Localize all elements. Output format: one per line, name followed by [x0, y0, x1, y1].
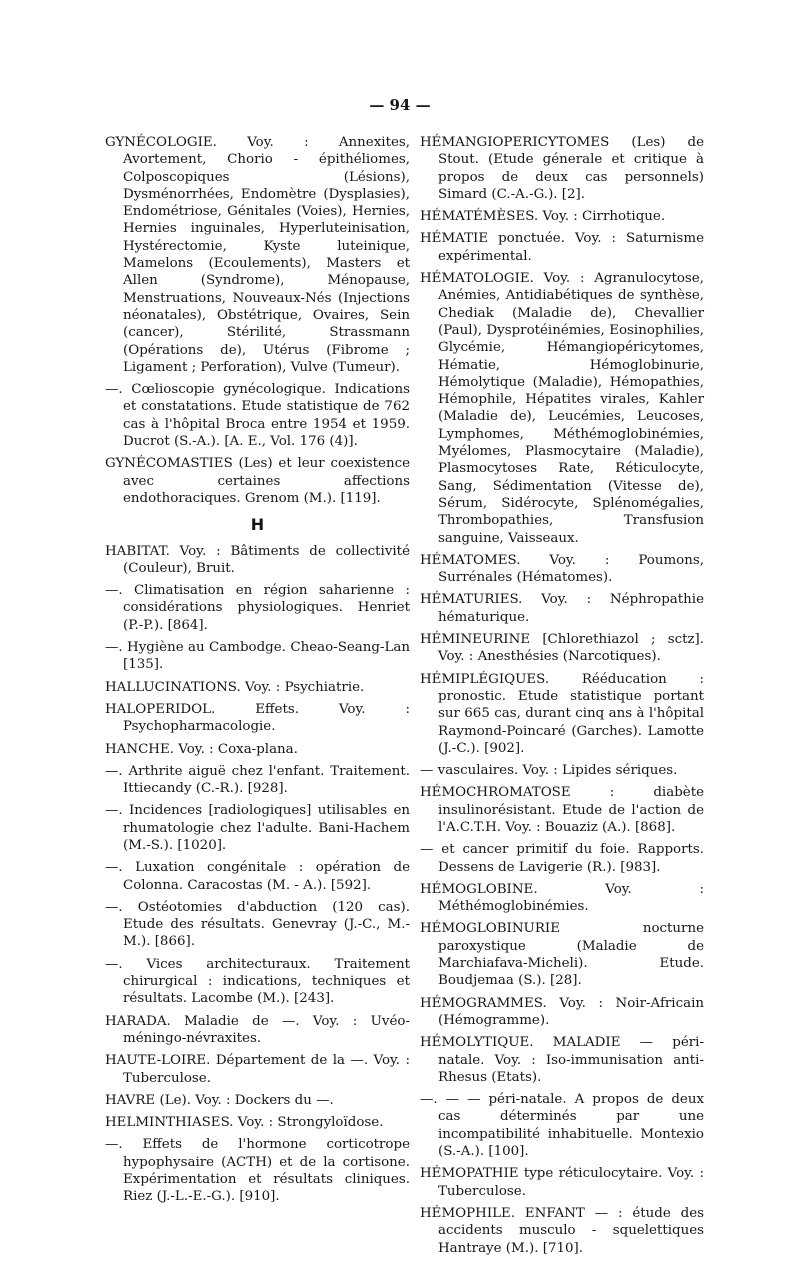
- index-entry: —. Effets de l'hormone corticotrope hypophysaire (ACTH) et de la cortisone. Expérimentation et résultats cliniques. Riez (J.-L.-E.-G.). [910].: [105, 1137, 410, 1205]
- index-entry: HÉMOPHILE. ENFANT — : étude des accidents musculo - squelettiques Hantraye (M.). [710].: [420, 1205, 704, 1256]
- index-entry: HÉMATURIES. Voy. : Néphropathie hématurique.: [420, 592, 704, 625]
- index-entry: GYNÉCOLOGIE. Voy. : Annexites, Avortement, Chorio - épithéliomes, Colposcopiques (Lésions), Dysménorrhées, Endomètre (Dysplasies), Endométriose, Génitales (Voies), Hernies, Hernies inguinales, Hyperluteinisation, Hystérectomie, Kyste luteinique, Mamelons (Ecoulements), Masters et Allen (Syndrome), Ménopause, Menstruations, Nouveaux-Nés (Injections néonatales), Obstétrique, Ovaires, Sein (cancer), Stérilité, Strassmann (Opérations de), Utérus (Fibrome ; Ligament ; Perforation), Vulve (Tumeur).: [105, 135, 410, 375]
- index-entry: HÉMOLYTIQUE. MALADIE — péri-natale. Voy. : Iso-immunisation anti-Rhesus (Etats).: [420, 1035, 704, 1085]
- left-column: [105, 134, 410, 1211]
- index-entry: HÉMOGRAMMES. Voy. : Noir-Africain (Hémogramme).: [420, 995, 704, 1028]
- index-entry: HELMINTHIASES. Voy. : Strongyloïdose.: [105, 1115, 384, 1131]
- index-entry: HALOPERIDOL. Effets. Voy. : Psychopharmacologie.: [105, 701, 410, 735]
- index-entry: HÉMATIE ponctuée. Voy. : Saturnisme expérimental.: [420, 231, 704, 264]
- index-entry: HAUTE-LOIRE. Département de la —. Voy. : Tuberculose.: [105, 1053, 410, 1086]
- index-entry: HÉMOGLOBINURIE nocturne paroxystique (Maladie de Marchiafava-Micheli). Etude. Boudjemaa (S.). [28].: [420, 921, 704, 989]
- index-entry: HABITAT. Voy. : Bâtiments de collectivité (Couleur), Bruit.: [105, 543, 410, 576]
- index-entry: —. — — péri-natale. A propos de deux cas déterminés par une incompatibilité inhabituelle. Montexio (S.-A.). [100].: [420, 1092, 704, 1160]
- index-entry: HALLUCINATIONS. Voy. : Psychiatrie.: [105, 679, 365, 695]
- right-column: [420, 134, 704, 1262]
- index-entry: HANCHE. Voy. : Coxa-plana.: [105, 741, 298, 757]
- index-entry: HÉMATOMES. Voy. : Poumons, Surrénales (Hématomes).: [420, 552, 704, 586]
- index-entry: HÉMOCHROMATOSE : diabète insulinorésistant. Etude de l'action de l'A.C.T.H. Voy. : Bouaziz (A.). [868].: [420, 785, 704, 835]
- index-entry: HÉMOGLOBINE. Voy. : Méthémoglobinémies.: [420, 881, 704, 915]
- index-entry: HÉMANGIOPERICYTOMES (Les) de Stout. (Etude génerale et critique à propos de deux cas personnels) Simard (C.-A.-G.). [2].: [420, 135, 704, 202]
- index-entry: HÉMOPATHIE type réticulocytaire. Voy. : Tuberculose.: [420, 1166, 704, 1199]
- index-entry: — et cancer primitif du foie. Rapports. Dessens de Lavigerie (R.). [983].: [420, 842, 704, 875]
- index-entry: HARADA. Maladie de —. Voy. : Uvéo-méningo-névraxites.: [105, 1013, 410, 1046]
- index-entry: HAVRE (Le). Voy. : Dockers du —.: [105, 1092, 334, 1108]
- index-entry: HÉMINEURINE [Chlorethiazol ; sctz]. Voy. : Anesthésies (Narcotiques).: [420, 632, 704, 665]
- index-entry: —. Cœlioscopie gynécologique. Indications et constatations. Etude statistique de 762 cas à l'hôpital Broca entre 1954 et 1959. Ducrot (S.-A.). [A. E., Vol. 176 (4)].: [105, 382, 410, 450]
- index-entry: —. Hygiène au Cambodge. Cheao-Seang-Lan [135].: [105, 640, 410, 673]
- index-entry: —. Ostéotomies d'abduction (120 cas). Etude des résultats. Genevray (J.-C., M.-M.). [866].: [105, 899, 410, 950]
- index-entry: HÉMATÉMÈSES. Voy. : Cirrhotique.: [420, 209, 666, 225]
- index-entry: GYNÉCOMASTIES (Les) et leur coexistence avec certaines affections endothoraciques. Grenom (M.). [119].: [105, 456, 410, 506]
- page-number: — 94 —: [369, 96, 431, 114]
- index-entry: —. Vices architecturaux. Traitement chirurgical : indications, techniques et résultats. Lacombe (M.). [243].: [105, 956, 410, 1007]
- index-entry: —. Arthrite aiguë chez l'enfant. Traitement. Ittiecandy (C.-R.). [928].: [105, 763, 410, 797]
- section-letter: H: [250, 515, 265, 535]
- index-entry: —. Incidences [radiologiques] utilisables en rhumatologie chez l'adulte. Bani-Hachem (M.-S.). [1020].: [105, 803, 410, 853]
- index-entry: — vasculaires. Voy. : Lipides sériques.: [420, 763, 678, 779]
- index-entry: HÉMIPLÉGIQUES. Rééducation : pronostic. Etude statistique portant sur 665 cas, durant cinq ans à l'hôpital Raymond-Poincaré (Garches). Lamotte (J.-C.). [902].: [420, 671, 704, 756]
- index-entry: —. Luxation congénitale : opération de Colonna. Caracostas (M. - A.). [592].: [105, 860, 410, 893]
- index-entry: —. Climatisation en région saharienne : considérations physiologiques. Henriet (P.-P.). [864].: [105, 583, 410, 633]
- index-entry: HÉMATOLOGIE. Voy. : Agranulocytose, Anémies, Antidiabétiques de synthèse, Chediak (Maladie de), Chevallier (Paul), Dysprotéinémies, Eosinophilies, Glycémie, Hémangiopéricytomes, Hématie, Hémoglobinurie, Hémolytique (Maladie), Hémopathies, Hémophile, Hépatites virales, Kahler (Maladie de), Leucémies, Leucoses, Lymphomes, Méthémoglobinémies, Myélomes, Plasmocytaire (Maladie), Plasmocytoses Rate, Réticulocyte, Sang, Sédimentation (Vitesse de), Sérum, Sidérocyte, Splénomégalies, Thrombopathies, Transfusion sanguine, Vaisseaux.: [420, 271, 704, 546]
